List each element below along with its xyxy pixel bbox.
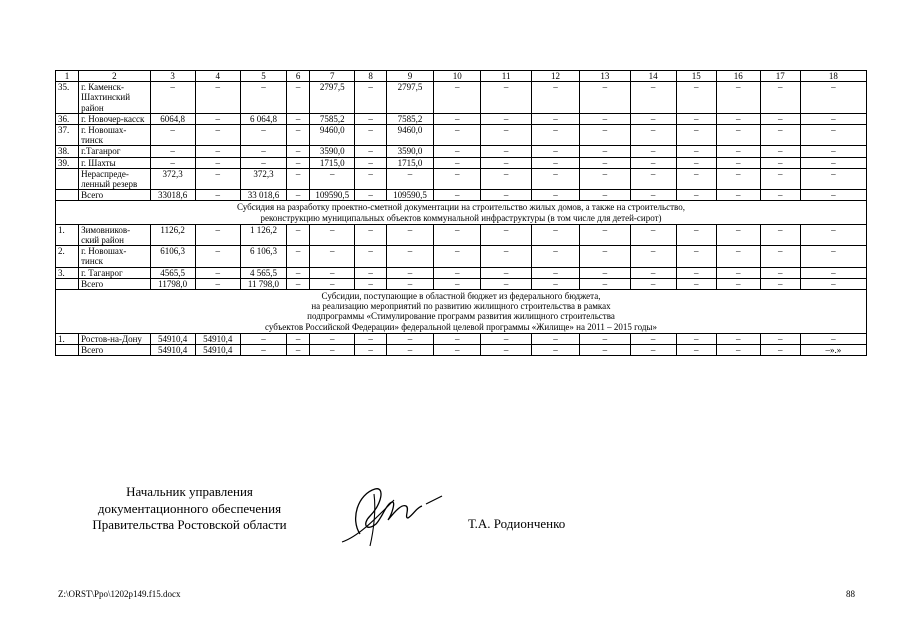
signatory-line: документационного обеспечения: [97, 500, 282, 516]
section-title-line: на реализацию мероприятий по развитию жилищного строительства в рамках: [311, 301, 611, 312]
value-cell: –: [310, 333, 355, 344]
value-cell: –: [580, 157, 630, 168]
municipality-name-cell: Всего: [79, 190, 150, 201]
value-cell: –: [630, 267, 676, 278]
value-cell: –: [434, 246, 481, 267]
value-cell: –: [240, 345, 286, 356]
column-number-cell: 11: [481, 71, 531, 82]
value-cell: –: [386, 224, 433, 245]
value-cell: –: [630, 113, 676, 124]
value-cell: –: [195, 267, 240, 278]
value-cell: –: [195, 168, 240, 189]
page-number: 88: [846, 589, 855, 599]
value-cell: –: [355, 267, 387, 278]
value-cell: 4 565,5: [240, 267, 286, 278]
column-number-cell: 1: [56, 71, 79, 82]
value-cell: –: [150, 82, 195, 114]
section-title-line: реконструкцию муниципальных объектов коммунальной инфраструктуры (в том числе для детей-сирот): [260, 212, 662, 223]
value-cell: –: [716, 246, 760, 267]
row-number-cell: 1.: [56, 224, 79, 245]
column-number-cell: 2: [79, 71, 150, 82]
column-number-cell: 3: [150, 71, 195, 82]
value-cell: –: [760, 345, 800, 356]
row-number-cell: 38.: [56, 146, 79, 157]
column-number-cell: 5: [240, 71, 286, 82]
value-cell: –: [481, 333, 531, 344]
value-cell: –: [287, 146, 310, 157]
value-cell: –: [150, 157, 195, 168]
value-cell: –: [580, 125, 630, 146]
value-cell: –: [760, 157, 800, 168]
row-number-cell: [56, 190, 79, 201]
value-cell: –: [150, 146, 195, 157]
value-cell: –: [676, 125, 716, 146]
value-cell: –: [195, 246, 240, 267]
value-cell: –: [355, 224, 387, 245]
value-cell: 7585,2: [310, 113, 355, 124]
section-title: [56, 290, 867, 334]
section-header-row: [56, 201, 867, 224]
value-cell: 109590,5: [386, 190, 433, 201]
signatory-title: [87, 484, 292, 534]
value-cell: –: [355, 246, 387, 267]
value-cell: –: [434, 267, 481, 278]
value-cell: –: [481, 82, 531, 114]
value-cell: –: [760, 146, 800, 157]
value-cell: –: [580, 345, 630, 356]
value-cell: 54910,4: [195, 333, 240, 344]
value-cell: –: [434, 345, 481, 356]
value-cell: 2797,5: [386, 82, 433, 114]
value-cell: 6 064,8: [240, 113, 286, 124]
section-title-line: Субсидия на разработку проектно-сметной документации на строительство жилых домов, а также на строительство,: [237, 202, 685, 213]
value-cell: –: [287, 224, 310, 245]
value-cell: 6 106,3: [240, 246, 286, 267]
value-cell: –: [481, 125, 531, 146]
value-cell: –: [355, 190, 387, 201]
table-row: [56, 246, 867, 267]
value-cell: –: [240, 146, 286, 157]
value-cell: –: [481, 113, 531, 124]
signatory-name: Т.А. Родионченко: [468, 516, 566, 531]
municipality-name-cell: г. Новошах-тинск: [79, 125, 150, 146]
value-cell: –: [386, 333, 433, 344]
value-cell: –: [630, 190, 676, 201]
value-cell: –: [434, 125, 481, 146]
value-cell: –: [676, 113, 716, 124]
value-cell: –: [195, 190, 240, 201]
value-cell: 109590,5: [310, 190, 355, 201]
value-cell: 7585,2: [386, 113, 433, 124]
value-cell: 3590,0: [310, 146, 355, 157]
table-body: [56, 71, 867, 356]
section-title: [56, 201, 867, 224]
value-cell: –: [580, 333, 630, 344]
table-row: [56, 168, 867, 189]
municipality-name-cell: г. Новошах-тинск: [79, 246, 150, 267]
row-number-cell: 1.: [56, 333, 79, 344]
value-cell: –: [716, 267, 760, 278]
value-cell: –: [580, 278, 630, 289]
value-cell: –: [481, 146, 531, 157]
value-cell: –: [386, 168, 433, 189]
value-cell: –: [434, 82, 481, 114]
value-cell: –: [800, 246, 866, 267]
table-row: [56, 278, 867, 289]
handwritten-signature: [330, 474, 450, 554]
row-number-cell: [56, 168, 79, 189]
value-cell: –: [800, 168, 866, 189]
value-cell: 9460,0: [310, 125, 355, 146]
value-cell: –: [310, 278, 355, 289]
value-cell: –: [760, 278, 800, 289]
value-cell: –: [481, 190, 531, 201]
value-cell: 372,3: [240, 168, 286, 189]
value-cell: –: [355, 278, 387, 289]
value-cell: –: [481, 168, 531, 189]
value-cell: –: [630, 333, 676, 344]
value-cell: –: [580, 146, 630, 157]
value-cell: 9460,0: [386, 125, 433, 146]
value-cell: –: [760, 190, 800, 201]
value-cell: –: [355, 333, 387, 344]
value-cell: 6106,3: [150, 246, 195, 267]
value-cell: –: [434, 146, 481, 157]
column-number-cell: 16: [716, 71, 760, 82]
value-cell: –: [630, 168, 676, 189]
value-cell: –: [386, 246, 433, 267]
value-cell: –: [760, 267, 800, 278]
value-cell: –: [195, 146, 240, 157]
table-row: [56, 157, 867, 168]
value-cell: –: [195, 157, 240, 168]
value-cell: –: [760, 125, 800, 146]
value-cell: –: [434, 113, 481, 124]
column-number-cell: 6: [287, 71, 310, 82]
value-cell: –: [240, 333, 286, 344]
value-cell: –: [195, 125, 240, 146]
value-cell: –: [150, 125, 195, 146]
value-cell: –: [195, 224, 240, 245]
section-title-line: субъектов Российской Федерации» федеральной целевой программы «Жилище» на 2011 – 2015 годы»: [265, 321, 657, 332]
value-cell: –: [800, 113, 866, 124]
value-cell: –: [580, 168, 630, 189]
value-cell: –: [716, 168, 760, 189]
value-cell: –: [630, 345, 676, 356]
value-cell: –: [531, 190, 579, 201]
value-cell: –: [800, 267, 866, 278]
municipality-name-cell: Нераспреде-ленный резерв: [79, 168, 150, 189]
column-number-cell: 13: [580, 71, 630, 82]
municipality-name-cell: Всего: [79, 278, 150, 289]
value-cell: –: [676, 345, 716, 356]
signatory-line: Правительства Ростовской области: [92, 517, 287, 532]
value-cell: –: [434, 333, 481, 344]
value-cell: –: [716, 333, 760, 344]
row-number-cell: 37.: [56, 125, 79, 146]
value-cell: –: [310, 168, 355, 189]
value-cell: –: [481, 267, 531, 278]
table-row: [56, 333, 867, 344]
value-cell: –: [531, 224, 579, 245]
column-number-cell: 15: [676, 71, 716, 82]
signatory-line: Начальник управления: [126, 484, 253, 499]
municipality-name-cell: г.Таганрог: [79, 146, 150, 157]
value-cell: –: [676, 168, 716, 189]
value-cell: –: [630, 246, 676, 267]
value-cell: –: [800, 157, 866, 168]
section-title-line: Субсидии, поступающие в областной бюджет из федерального бюджета,: [321, 291, 601, 302]
value-cell: –: [287, 168, 310, 189]
value-cell: –: [481, 224, 531, 245]
column-number-cell: 4: [195, 71, 240, 82]
row-number-cell: 2.: [56, 246, 79, 267]
value-cell: –: [716, 82, 760, 114]
value-cell: –: [355, 146, 387, 157]
value-cell: –: [386, 345, 433, 356]
column-number-row: [56, 71, 867, 82]
value-cell: –: [287, 333, 310, 344]
column-number-cell: 18: [800, 71, 866, 82]
value-cell: –: [310, 267, 355, 278]
value-cell: –: [760, 333, 800, 344]
section-header-row: [56, 290, 867, 334]
municipality-name-cell: Всего: [79, 345, 150, 356]
value-cell: –: [630, 146, 676, 157]
value-cell: –: [800, 125, 866, 146]
value-cell: –: [630, 224, 676, 245]
value-cell: 1126,2: [150, 224, 195, 245]
row-number-cell: 3.: [56, 267, 79, 278]
value-cell: –: [355, 82, 387, 114]
value-cell: –: [355, 125, 387, 146]
value-cell: –: [580, 224, 630, 245]
value-cell: 33 018,6: [240, 190, 286, 201]
value-cell: –: [355, 113, 387, 124]
value-cell: –: [531, 345, 579, 356]
value-cell: –: [287, 278, 310, 289]
value-cell: –: [531, 278, 579, 289]
value-cell: –: [434, 278, 481, 289]
value-cell: –: [434, 157, 481, 168]
row-number-cell: [56, 278, 79, 289]
value-cell: –: [800, 278, 866, 289]
value-cell: –: [630, 125, 676, 146]
value-cell: –: [716, 224, 760, 245]
value-cell: –: [760, 82, 800, 114]
value-cell: –: [676, 82, 716, 114]
value-cell: –: [676, 278, 716, 289]
municipality-name-cell: Зимовников-ский район: [79, 224, 150, 245]
row-number-cell: 39.: [56, 157, 79, 168]
value-cell: –: [434, 190, 481, 201]
table-row: [56, 190, 867, 201]
value-cell: –: [531, 82, 579, 114]
value-cell: –: [760, 224, 800, 245]
value-cell: –: [240, 157, 286, 168]
municipality-name-cell: г. Новочер-касск: [79, 113, 150, 124]
value-cell: –: [630, 157, 676, 168]
value-cell: –: [287, 190, 310, 201]
value-cell: –: [716, 190, 760, 201]
table-row: [56, 113, 867, 124]
file-path-footer: Z:\ORST\Ppo\1202p149.f15.docx: [58, 589, 181, 599]
value-cell: –: [481, 246, 531, 267]
value-cell: –: [434, 168, 481, 189]
value-cell: –: [800, 224, 866, 245]
value-cell: –: [355, 157, 387, 168]
value-cell: –: [434, 224, 481, 245]
value-cell: –: [386, 267, 433, 278]
value-cell: –: [716, 146, 760, 157]
value-cell: –: [481, 157, 531, 168]
value-cell: –: [580, 267, 630, 278]
value-cell: –: [716, 345, 760, 356]
section-title-line: подпрограммы «Стимулирование программ развития жилищного строительства: [307, 311, 615, 322]
value-cell: –: [310, 224, 355, 245]
value-cell: 1715,0: [386, 157, 433, 168]
value-cell: 6064,8: [150, 113, 195, 124]
row-number-cell: [56, 345, 79, 356]
value-cell: –: [716, 157, 760, 168]
value-cell: –: [481, 278, 531, 289]
value-cell: 1 126,2: [240, 224, 286, 245]
value-cell: –».»: [800, 345, 866, 356]
value-cell: –: [800, 82, 866, 114]
value-cell: –: [676, 157, 716, 168]
value-cell: –: [531, 168, 579, 189]
value-cell: –: [195, 278, 240, 289]
row-number-cell: 36.: [56, 113, 79, 124]
value-cell: –: [355, 345, 387, 356]
value-cell: –: [716, 125, 760, 146]
column-number-cell: 7: [310, 71, 355, 82]
value-cell: –: [531, 246, 579, 267]
table-row: [56, 345, 867, 356]
value-cell: –: [760, 246, 800, 267]
value-cell: 372,3: [150, 168, 195, 189]
value-cell: –: [531, 157, 579, 168]
table-row: [56, 224, 867, 245]
column-number-cell: 14: [630, 71, 676, 82]
value-cell: –: [716, 113, 760, 124]
value-cell: 54910,4: [195, 345, 240, 356]
column-number-cell: 9: [386, 71, 433, 82]
value-cell: –: [531, 333, 579, 344]
value-cell: 33018,6: [150, 190, 195, 201]
value-cell: –: [287, 246, 310, 267]
column-number-cell: 12: [531, 71, 579, 82]
value-cell: –: [800, 146, 866, 157]
municipality-name-cell: г. Шахты: [79, 157, 150, 168]
value-cell: –: [580, 190, 630, 201]
municipality-name-cell: г. Каменск-Шахтинский район: [79, 82, 150, 114]
value-cell: 3590,0: [386, 146, 433, 157]
row-number-cell: 35.: [56, 82, 79, 114]
value-cell: –: [287, 113, 310, 124]
value-cell: –: [580, 113, 630, 124]
value-cell: –: [310, 246, 355, 267]
value-cell: –: [240, 125, 286, 146]
value-cell: 1715,0: [310, 157, 355, 168]
value-cell: –: [287, 267, 310, 278]
value-cell: –: [676, 224, 716, 245]
value-cell: –: [800, 190, 866, 201]
value-cell: –: [716, 278, 760, 289]
municipality-name-cell: Ростов-на-Дону: [79, 333, 150, 344]
value-cell: 11798,0: [150, 278, 195, 289]
value-cell: –: [481, 345, 531, 356]
value-cell: –: [580, 82, 630, 114]
value-cell: –: [287, 345, 310, 356]
value-cell: 54910,4: [150, 345, 195, 356]
value-cell: 11 798,0: [240, 278, 286, 289]
value-cell: 4565,5: [150, 267, 195, 278]
budget-table: [55, 70, 867, 356]
value-cell: –: [531, 125, 579, 146]
value-cell: –: [240, 82, 286, 114]
municipality-name-cell: г. Таганрог: [79, 267, 150, 278]
value-cell: –: [531, 267, 579, 278]
value-cell: –: [630, 278, 676, 289]
value-cell: –: [195, 113, 240, 124]
value-cell: –: [195, 82, 240, 114]
table-row: [56, 267, 867, 278]
value-cell: –: [676, 190, 716, 201]
value-cell: –: [531, 113, 579, 124]
table-row: [56, 82, 867, 114]
value-cell: –: [580, 246, 630, 267]
value-cell: 2797,5: [310, 82, 355, 114]
table-row: [56, 125, 867, 146]
table-row: [56, 146, 867, 157]
value-cell: –: [676, 246, 716, 267]
value-cell: –: [310, 345, 355, 356]
column-number-cell: 17: [760, 71, 800, 82]
value-cell: –: [630, 82, 676, 114]
column-number-cell: 8: [355, 71, 387, 82]
value-cell: –: [287, 125, 310, 146]
value-cell: –: [531, 146, 579, 157]
value-cell: –: [386, 278, 433, 289]
value-cell: –: [287, 82, 310, 114]
value-cell: –: [287, 157, 310, 168]
value-cell: –: [676, 333, 716, 344]
value-cell: –: [800, 333, 866, 344]
value-cell: –: [676, 146, 716, 157]
value-cell: 54910,4: [150, 333, 195, 344]
value-cell: –: [760, 113, 800, 124]
column-number-cell: 10: [434, 71, 481, 82]
value-cell: –: [760, 168, 800, 189]
value-cell: –: [355, 168, 387, 189]
value-cell: –: [676, 267, 716, 278]
